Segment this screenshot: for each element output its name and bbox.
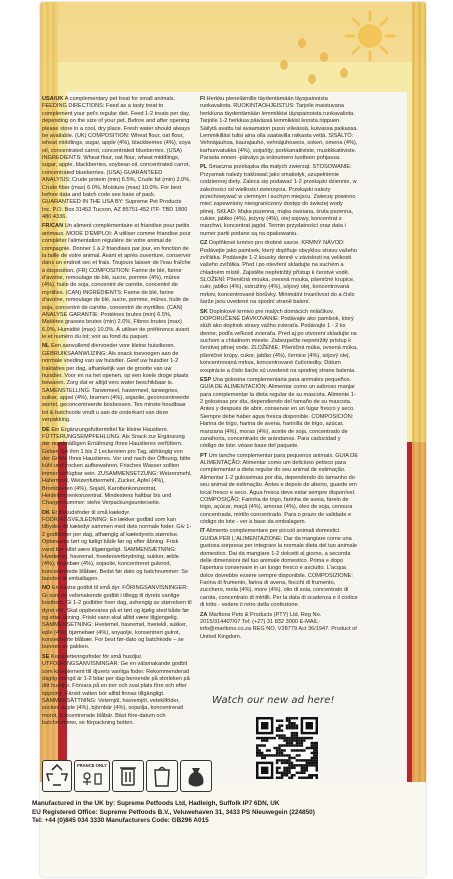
decor-petal bbox=[320, 52, 328, 62]
language-code: USA/UK bbox=[42, 96, 64, 102]
france-only-label: FRANCE ONLY bbox=[77, 763, 107, 768]
language-code: SK bbox=[200, 308, 208, 315]
left-text-column bbox=[42, 96, 192, 730]
language-code: PL bbox=[200, 164, 208, 171]
language-code: DE bbox=[42, 426, 50, 433]
language-block bbox=[42, 343, 192, 424]
language-text: Doplňkové krmivo pro drobné savce. KRMNÝ NÁVOD: Podávejte jako pamlsek, který doplňuje obvyklou stravu vašeho zvířátka. Podávejte 1-2 kousky denně v závislosti na velikosti vašeho zvířátka. Před i po otevření skladujte na suchém a chladném místě. Zajistěte nepřetržitý přístup k čerstvé vodě. SLOŽENÍ: Pšeničná mouka, ovesná mouka, pšeničné krupice, cukr, jablko (4%), ostružiny (4%), sójový olej, koncentrovaná mrkev, koncentrované borůvky. Minimální trvanlivost do a číslo šarže jsou uvedené na spodní straně balení. bbox=[200, 240, 358, 306]
footer-line-manufactured: Manufactured in the UK by: Supreme Petfoods Ltd, Hadleigh, Suffolk IP7 6DN, UK bbox=[32, 800, 280, 807]
language-text: Um lanche complementar para pequenos animais. GUIA DE ALIMENTAÇÃO: Alimentar como um delicioso petisco para complementar a dieta regular do seu animal de estimação. Alimentar 1-2 guloseimas por dia, dependendo do tamanho do seu animal de estimação. Antes e depois de aberto, guarde em local fresco e seco. Água fresca deve estar sempre disponível. COMPOSIÇÃO: Farinha de trigo, farinha de aveia, farelo de trigo, açúcar, maçã (4%), amoras (4%), óleo de soja, cenoura concentrada, mirtilo concentrado. Para o prazo de validade e código do lote - ver a base da embalagem. bbox=[200, 452, 358, 525]
language-block bbox=[42, 654, 192, 728]
language-block bbox=[200, 612, 358, 642]
language-text: Kompletteringsfoder för små husdjur. UTFODRINGSANVISNINGAR: Ge en välsmakande godbit som komplement till djurets vanliga foder. Rekommenderad daglig mängd är 1-2 bitar per dag beroende på storleken på ditt husdjur. Förvara på en torr och sval plats före och efter öppning. Färskt vatten bör alltid finnas tillgängligt. SAMMANSÄTTNING: Vetemjöl, havremjöl, vetekliföder, socker, äpple (4%), björnbär (4%), sojaolja, koncentrerad morot, koncentrerade blåbär. Bäst före-datum och batchnummer, se förpackning botten. bbox=[42, 653, 190, 727]
language-code: ZA bbox=[200, 611, 208, 618]
recycle-icon bbox=[42, 760, 72, 792]
language-block bbox=[42, 510, 192, 584]
language-text: Een aanvullend diervoeder voor kleine huisdieren. GEBRUIKSAANWIJZING: Als snack toevoegen aan de normale voeding van uw huisdier. Geef uw huisdier 1-2 traktaties per dag, afhankelijk van de grootte van uw huisdier. Voor en na het openen, op een koele droge plaats bewaren. Zorg dat er altijd vers water beschikbaar is. SAMENSTELLING: Tarwemeel, havermeel, tarwegries, suiker, appel (4%), bramen (4%), sojaolie, geconcentreerde wortel, geconcentreerde bosbessen. Ten minste houdbaar tot & batchcode vindt u aan de onderkant van deze verpakking. bbox=[42, 343, 190, 424]
sack-icon bbox=[180, 760, 212, 792]
language-code: ESP bbox=[200, 376, 212, 383]
language-block bbox=[42, 96, 192, 221]
sun-graphic bbox=[342, 8, 398, 64]
footer-line-eu-office: EU Registered Office: Supreme Petfoods B.V., Veluwehaven 31, 3433 PS Nieuwegein (224850) bbox=[32, 808, 315, 816]
bin-icon bbox=[112, 760, 144, 792]
language-text: Et tilskudsfoder til små kæledyr. FODRINGSVEJLEDNING: En lækker godbid som kan tilbydes dit kæledyr sammen med dets normale foder. Giv 1-2 godbidder per dag, afhængig af kæledyrets størrelse. Opbevares tørt og køligt både før og efter åbning. Frisk vand bør altid være tilgængeligt. SAMMENSÆTNING: Hvedemel, havremel, hvedeoverbrydning, sukker, æble (4%), brombær (4%), sojaolie, koncentreret gulerod, koncentrerede blåbær. Bedst før dato og batchnummer: Se bunden af emballagen. bbox=[42, 509, 192, 582]
language-text: En ekstra godbit til små dyr. FÔRINGSANVISNINGER: Gi som en velsmakende godbit i tillegg til dyrets vanlige kosthold. Gi 1-2 godbiter hver dag, avhengig av størrelsen til dyret ditt. Skal oppbevares på et tørt og kjølig sted både før og etter åpning. Friskt vann skal alltid være tilgjengelig. SAMMENSETNING: Hvetemel, havremel, hvetekli, sukker, eple (4%), bjørnebær (4%), soyaolje, konsentrert gulrot, konsentrerte blåbær. For best før-dato og batchkode – se bunnen av pakken. bbox=[42, 585, 192, 651]
qr-code[interactable] bbox=[256, 717, 318, 779]
language-code: CZ bbox=[200, 240, 208, 247]
recycling-icons-row bbox=[42, 760, 222, 794]
decor-petal bbox=[298, 38, 306, 48]
language-block bbox=[200, 377, 358, 451]
language-block bbox=[200, 240, 358, 306]
language-block bbox=[42, 223, 192, 341]
manufacturer-footer bbox=[32, 800, 362, 826]
language-text: Una golosina complementaria para animales pequeños. GUÍA DE ALIMENTACIÓN: Alimentar como un sabroso manjar para complementar la dieta regular de su mascota. Alimente 1-2 golosinas por día, dependiendo del tamaño de su mascota. Antes y después de abrir, conservar en un lugar fresco y seco. Siempre debe haber agua fresca disponible. COMPOSICIÓN: Harina de trigo, harina de avena, harinilla de trigo, azúcar, manzana (4%), moras (4%), aceite de soja, concentrado de zanahoria, concentrado de arándanos. Para caducidad y código de lote: véase base del paquete. bbox=[200, 376, 356, 450]
decor-petal bbox=[308, 74, 316, 84]
language-code: DK bbox=[42, 509, 51, 516]
paper-bag-icon bbox=[146, 760, 178, 792]
triman-recycling-icon bbox=[74, 760, 110, 792]
language-code: IT bbox=[200, 528, 205, 535]
language-text: Doplnkové krmivo pre malých domácich miláčikov. DOPORUČENÉ DÁVKOVANIE: Podávajte ako pamlsok, ktorý slúži ako doplnok stravy vášho zvieraťa. Podávajte 1 - 2 ks denne, podľa veľkosti zvieraťa. Pred aj po otvorení skladujte na suchom a chladnom mieste. Zabezpečte nepretržitý prístup k čerstvej pitnej vode. ZLOŽENIE: Pšeničná múka, ovsená múka, pšeničné krúpy, cukor, jablko (4%), černice (4%), sójový olej, koncentrovaná mrkva, koncentrované čučoriedky. Dátum exspirácie a číslo šarže sú uvedené na spodnej strane balenia. bbox=[200, 308, 358, 374]
decor-petal bbox=[280, 60, 288, 70]
language-block bbox=[200, 453, 358, 527]
watch-ad-text: Watch our new ad here! bbox=[212, 695, 335, 706]
language-code: SE bbox=[42, 653, 50, 660]
language-text: A complementary pet treat for small animals. FEEDING DIRECTIONS: Feed as a tasty treat to complement your pet's regular diet. Feed 1-2 treats per day, depending on the size of your pet. Before and after opening please store in a cool, dry place. Fresh water should always be available. (UK) COMPOSITION: Wheat flour, oat flour, wheat middlings, sugar, apple (4%), blackberries (4%), soya oil, concentrated carrot, concentrated blueberries. (USA) INGREDIENTS: Wheat flour, oat flour, wheat middlings, sugar, apple, blackberries, soybean oil, concentrated carrot, concentrated blueberries. (USA) GUARANTEED ANALYSIS: Crude protein (min) 6.5%, Crude fat (min) 2.0%, Crude fiber (max) 6.0%, Moisture (max) 10.0%. For best before data and batch code see base of pack. GUARANTEED IN THE USA BY: Supreme Pet Products Inc. P.O. Box 31452 Tucson, AZ 85751-452 ITF: TBD 1800 480 4336. bbox=[42, 96, 191, 220]
language-text: Ein Ergänzungsfuttermittel für kleine Haustiere. FÜTTERUNGSEMPFEHLUNG: Als Snack zur Ergänzung der regelmäßigen Ernährung Ihres Haustieres verfüttern. Geben Sie ihm 1 bis 2 Leckereien pro Tag, abhängig von der Größe Ihres Haustieres. Vor und nach der Öffnung, bitte kühl und trocken aufbewahren. Frisches Wasser sollten immer verfügbar sein. ZUSAMMENSETZUNG: Weizenmehl, Hafermehl, Weizenfuttermehl, Zucker, Apfel (4%), Brombeeren (4%), Sojaöl, Karottenkonzentrat, Heidelbeerenkonzentrat. Mindestens haltbar bis und Chargennummer: siehe Verpackungsunterseite. bbox=[42, 426, 192, 507]
language-code: FI bbox=[200, 96, 205, 102]
language-text: Smaczna przekąska dla małych zwierząt. STOSOWANIE: Przysmak należy traktować jako smakołyk, uzupełnienie codziennej diety. Zaleca się podawać 1-2 przekąski dziennie, w zależności od wielkości zwierzęcia. Przekąski należy przechowywać w ciemnym i suchym miejscu. Zwierzę powinno mieć zapewniony nieograniczony dostęp do świeżej wody pitnej. SKŁAD: Mąka pszenna, mąka owsiana, śruta pszenna, cukier, jabłko (4%), jeżyny (4%), olej sojowy, koncentrat z marchwi, koncentrat jagód. Termin przydatności oraz data i numer partii podane są na opakowaniu. bbox=[200, 164, 357, 237]
language-block bbox=[200, 96, 358, 162]
right-text-column bbox=[200, 96, 358, 643]
language-code: NL bbox=[42, 343, 50, 350]
footer-line-contact: Tel: +44 (0)845 034 3330 Manufacturers Code: GB296 A015 bbox=[32, 817, 209, 825]
language-block bbox=[200, 528, 358, 609]
language-block bbox=[200, 164, 358, 238]
language-block bbox=[42, 427, 192, 508]
language-block bbox=[200, 309, 358, 375]
language-text: Marltons Pets & Products (PTY) Ltd, Reg No. 2015/314407/07 Tel: (+27) 31 832 3000 E-MAIL: info@marltons.co.za REG NO. V28779 Act 36/1947. Product of United Kingdom. bbox=[200, 611, 357, 640]
language-code: FR/CAN bbox=[42, 223, 64, 230]
package-right-stripe bbox=[412, 2, 426, 877]
language-text: Alimento complementare per piccoli animali domestici. GUIDA PER L'ALIMENTAZIONE: Dar da mangiare come una gustosa sorpresa per integrare la normale dieta del tuo animale domestico. Dai da mangiare 1-2 dolcetti al giorno, a seconda delle dimensioni del tuo animale domestico. Prima e dopo l'apertura conservare in un luogo fresco e asciutto. L'acqua dolce dovrebbe essere sempre disponibile. COMPOSIZIONE: Farina di frumento, farina di avena, fiocchi di frumento, zucchero, mela (4%), more (4%), olio di soia, concentrato di carota, concentrato di mirtilli. Per la data di scadenza e il codice di lotto - vedere il retro della confezione. bbox=[200, 528, 358, 609]
language-code: NO bbox=[42, 585, 51, 592]
language-text: Herkku pieneläimille täydentämään täyspainoista ruokavaliota. RUOKINTAOHJEISTUS: Tarjoile maistuvana herkkuna täydentämään lemmikkisi täyspainoista ruokavaliota. Tarjoile 1-2 herkkua päivässä lemmikkisi koosta riippuen. Säilytä avattu tai avaamaton pussi viileässä, kuivassa paikassa. Lemmikilläsi tulisi aina olla saatavilla raikasta vettä. SISÄLTÖ: Vehnäjauhoa, kaurajauho, vehnäjuhoseos, sokeri, omena (4%), karhunvatukka (4%), soijaöljy, porkkanatiiviste, mustikkatiiviste. Parasta ennen -päiväys ja eränumero tuotteen pohjassa. bbox=[200, 96, 358, 161]
footer-strip bbox=[40, 782, 426, 877]
language-code: PT bbox=[200, 452, 208, 459]
language-block bbox=[42, 585, 192, 651]
language-text: Un aliment complémentaire et friandise pour petits animaux. MODE D'EMPLOI: À utiliser comme friandise pour compléter l'alimentation régulière de votre animal de compagnie. Donner 1 à 2 friandises par jour, en fonction de la taille de votre animal. Avant et après ouverture, conserver dans un endroit sec et frais. Toujours laisser de l'eau fraîche à disposition. (FR) COMPOSITION: Farine de blé, farine d'avoine, remoulage de blé, sucre, pomme (4%), mûres (4%), huile de soja, concentré de carotte, concentré de myrtilles. (CAN) INGRÉDIENTS: Farine de blé, farine d'avoine, remoulage de blé, sucre, pomme, mûres, huile de soja, concentré de carotte, concentré de myrtilles. (CAN) ANALYSE GARANTIE: Protéines brutes (min) 6.5%, Matières grasses brutes (min) 2.0%, Fibres brutes (max) 6.0%, Humidité (max) 10.0%. À utiliser de préférence avant le et numéro du lot; voir au fond du paquet. bbox=[42, 223, 191, 340]
decor-petal bbox=[340, 68, 348, 78]
